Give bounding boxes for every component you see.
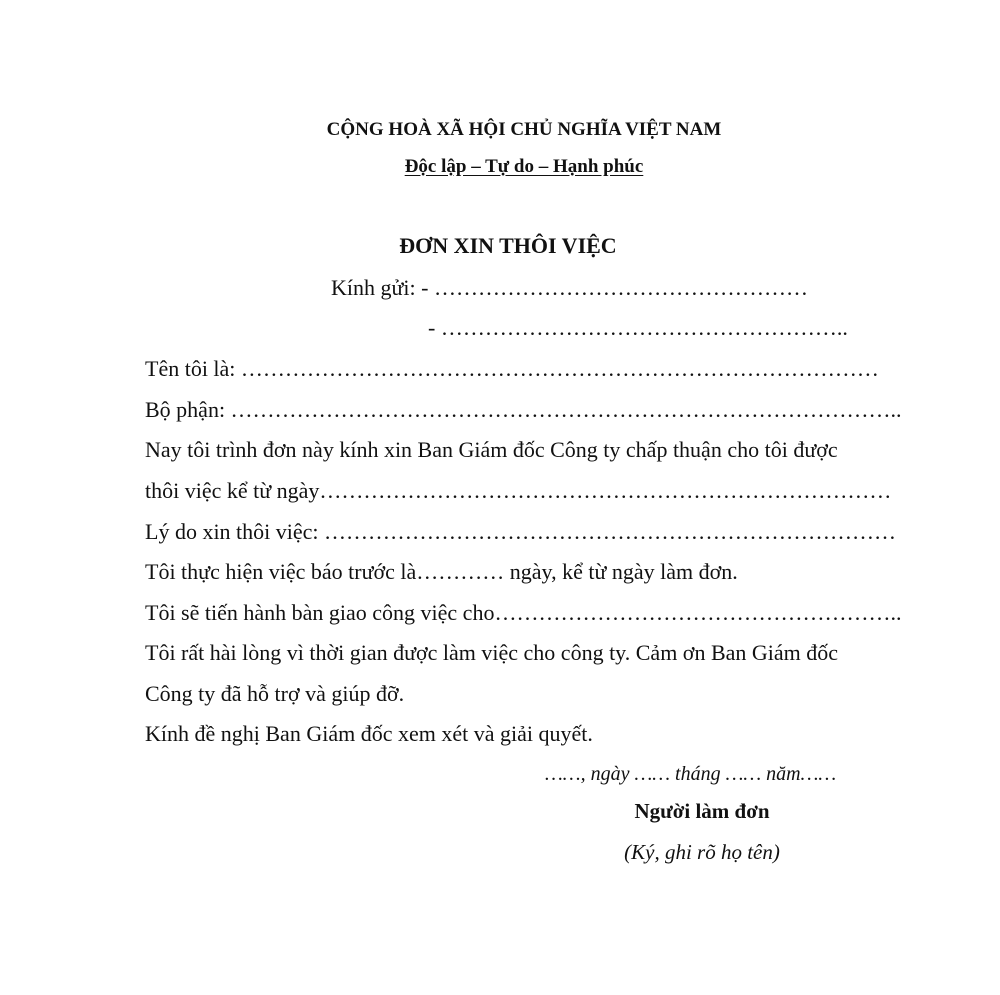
effective-date-field-line: thôi việc kể từ ngày…………………………………………………………………… — [145, 478, 892, 503]
notice-period-line: Tôi thực hiện việc báo trước là………… ngày, kể từ ngày làm đơn. — [145, 559, 738, 584]
signer-label: Người làm đơn — [634, 799, 770, 823]
thanks-paragraph-line-1: Tôi rất hài lòng vì thời gian được làm việc cho công ty. Cảm ơn Ban Giám đốc — [145, 640, 839, 665]
closing-request-line: Kính đề nghị Ban Giám đốc xem xét và giải quyết. — [145, 721, 593, 746]
date-place-line: ……, ngày …… tháng …… năm…… — [545, 763, 837, 785]
signature-instruction: (Ký, ghi rõ họ tên) — [624, 840, 780, 864]
name-field-line: Tên tôi là: …………………………………………………………………………… — [145, 356, 879, 381]
department-field-line: Bộ phận: ……………………………………………………………………………….. — [145, 397, 902, 422]
thanks-paragraph-line-2: Công ty đã hỗ trợ và giúp đỡ. — [145, 681, 405, 706]
request-paragraph-line-1: Nay tôi trình đơn này kính xin Ban Giám đốc Công ty chấp thuận cho tôi được — [145, 437, 838, 462]
handover-field-line: Tôi sẽ tiến hành bàn giao công việc cho……………………………………………….. — [145, 600, 902, 625]
reason-field-line: Lý do xin thôi việc: …………………………………………………………………… — [145, 519, 897, 544]
recipient-line-1: Kính gửi: - …………………………………………… — [331, 275, 808, 300]
recipient-line-2: - ……………………………………………….. — [428, 315, 848, 340]
document-title: ĐƠN XIN THÔI VIỆC — [399, 233, 617, 258]
country-header: CỘNG HOÀ XÃ HỘI CHỦ NGHĨA VIỆT NAM — [326, 119, 722, 140]
national-motto: Độc lập – Tự do – Hạnh phúc — [404, 156, 644, 177]
